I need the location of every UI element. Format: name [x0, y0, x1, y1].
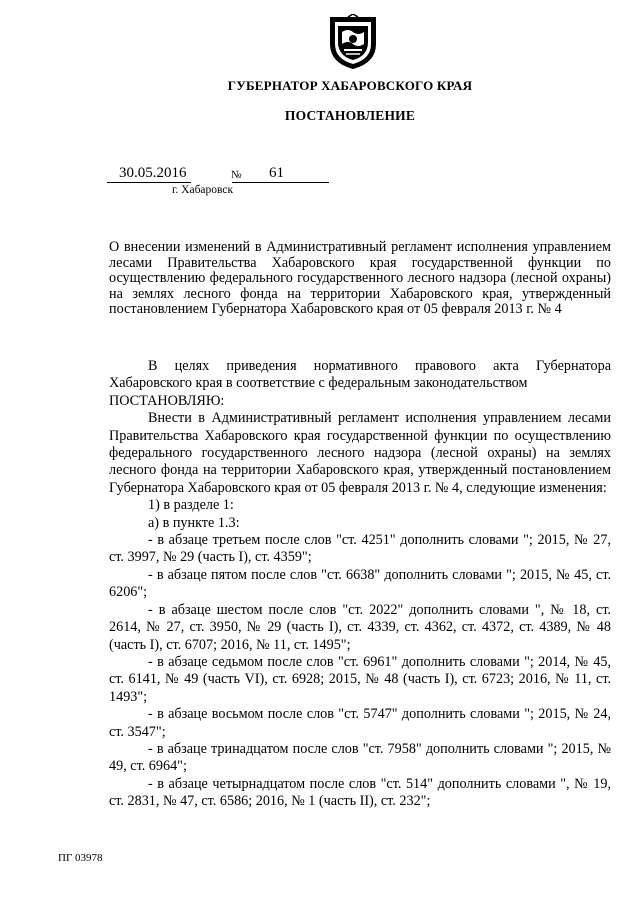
- amendment-item: - в абзаце восьмом после слов "ст. 5747" дополнить словами "; 2015, № 24, ст. 3547";: [109, 706, 611, 740]
- point-paragraph: а) в пункте 1.3:: [148, 514, 240, 531]
- amendment-item: - в абзаце тринадцатом после слов "ст. 7958" дополнить словами "; 2015, № 49, ст. 6964";: [109, 740, 611, 775]
- number-sign: №: [231, 169, 242, 181]
- authority-title: ГУБЕРНАТОР ХАБАРОВСКОГО КРАЯ: [227, 78, 473, 93]
- document-subject: О внесении изменений в Административный регламент исполнения управлением лесами Правительства Хабаровского края государственной функции по осуществлению федерального государственного лесного надзора (лесной охраны) на землях лесного фонда на территории Хабаровского края, утвержденный постановлением Губернатора Хабаровского края от 05 февраля 2013 г. № 4: [109, 239, 611, 318]
- amendment-item: - в абзаце пятом после слов "ст. 6638" дополнить словами "; 2015, № 45, ст. 6206";: [109, 566, 611, 601]
- document-number: 61: [269, 165, 284, 181]
- section-paragraph: 1) в разделе 1:: [148, 497, 234, 514]
- coat-of-arms-icon: [328, 14, 378, 70]
- amendment-item: - в абзаце третьем после слов "ст. 4251" дополнить словами "; 2015, № 27, ст. 3997, № 29 (часть I), ст. 4359";: [109, 532, 611, 566]
- document-date: 30.05.2016: [119, 165, 187, 181]
- form-code: ПГ 03978: [58, 852, 103, 864]
- preamble-paragraph: В целях приведения нормативного правового акта Губернатора Хабаровского края в соответствие с федеральным законодательством: [109, 358, 611, 392]
- date-underline: [107, 182, 191, 183]
- document-type-title: ПОСТАНОВЛЕНИЕ: [284, 108, 416, 123]
- amendment-item: - в абзаце шестом после слов "ст. 2022" дополнить словами ", № 18, ст. 2614, № 27, ст. 3950, № 29 (часть I), ст. 4339, ст. 4362, ст. 4372, ст. 4389, № 48 (часть I), ст. 6707; 2016, № 11, ст. 1495";: [109, 601, 611, 653]
- document-body: [109, 358, 611, 811]
- document-city: г. Хабаровск: [172, 184, 234, 196]
- amendment-item: - в абзаце четырнадцатом после слов "ст. 514" дополнить словами ", № 19, ст. 2831, № 47, ст. 6586; 2016, № 1 (часть II), ст. 232";: [109, 775, 611, 810]
- main-paragraph: Внести в Административный регламент исполнения управлением лесами Правительства Хабаровского края государственной функции по осуществлению федерального государственного лесного надзора (лесной охраны) на землях лесного фонда на территории Хабаровского края, утвержденный постановлением Губернатора Хабаровского края от 05 февраля 2013 г. № 4, следующие изменения:: [109, 410, 611, 496]
- decree-word: ПОСТАНОВЛЯЮ:: [109, 392, 225, 409]
- number-underline: [232, 182, 329, 183]
- amendment-item: - в абзаце седьмом после слов "ст. 6961" дополнить словами "; 2014, № 45, ст. 6141, № 49 (часть VI), ст. 6928; 2015, № 48 (часть I), ст. 6723; 2016, № 11, ст. 1493";: [109, 653, 611, 705]
